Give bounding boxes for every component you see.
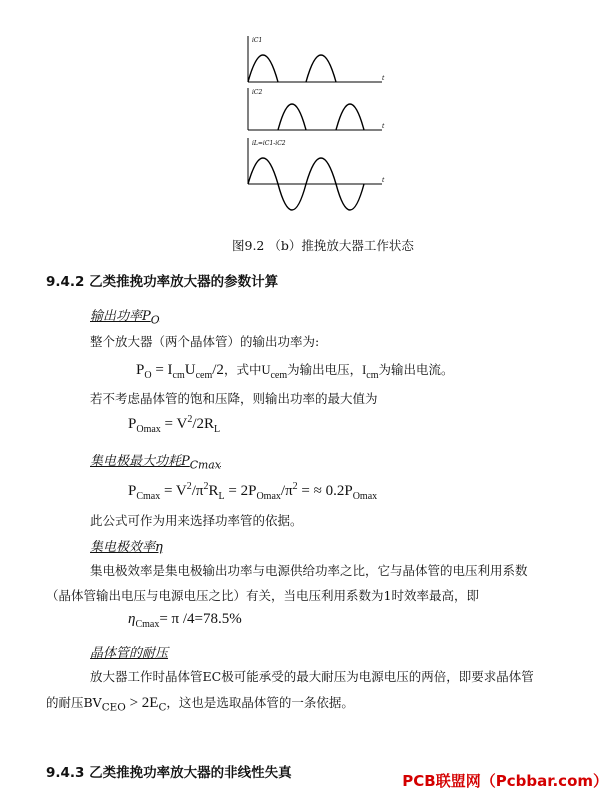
ic1-label: iC1 [252, 37, 263, 44]
ic1-wave [248, 55, 336, 82]
efficiency-para-1: 集电极效率是集电极输出功率与电源供给功率之比，它与晶体管的电压利用系数 [90, 563, 528, 578]
collector-loss-note: 此公式可作为用来选择功率管的依据。 [90, 513, 303, 528]
figure-caption: 图9.2 （b）推挽放大器工作状态 [232, 238, 414, 253]
breakdown-para-2: 的耐压$BV_{CEO} > 2E_C$，这也是选取晶体管的一条依据。 [46, 695, 354, 714]
output-power-title: 输出功率$P_O$ [90, 309, 160, 327]
collector-loss-formula: $P_{Cmax} = V^2/\pi^2R_L = 2P_{Omax}/\pi^2$ = ≈ $0.2P_{Omax}$ [128, 481, 378, 502]
efficiency-para-2: （晶体管输出电压与电源电压之比）有关，当电压利用系数为1时效率最高，即 [46, 588, 479, 603]
breakdown-title: 晶体管的耐压 [90, 646, 169, 661]
section-heading-9-4-3: 9.4.3 乙类推挽功率放大器的非线性失真 [46, 765, 292, 781]
ic2-label: iC2 [252, 89, 263, 96]
efficiency-title: 集电极效率η [90, 540, 163, 555]
collector-loss-title: 集电极最大功耗$P_{Cmax}$ [90, 454, 221, 472]
ic2-t-label: t [382, 123, 385, 130]
section-heading-9-4-2: 9.4.2 乙类推挽功率放大器的参数计算 [46, 274, 279, 290]
efficiency-formula: $\eta_{Cmax}= \pi$ /4=78.5% [128, 611, 242, 630]
output-power-formula: $P_O = I_{cm}U_{cem}/2$，式中$U_{cem}$为输出电压，$I_{cm}$为输出电流。 [136, 362, 454, 381]
breakdown-para-1: 放大器工作时晶体管EC极可能承受的最大耐压为电源电压的两倍，即要求晶体管 [90, 669, 534, 684]
ic2-wave [278, 104, 364, 130]
max-output-power-formula: $P_{Omax} = V^2/2R_L$ [128, 414, 221, 435]
push-pull-waveform-figure [232, 30, 392, 230]
il-label: iL=iC1-iC2 [252, 140, 286, 147]
site-watermark: PCB联盟网（Pcbbar.com） [402, 772, 608, 790]
il-t-label: t [382, 177, 385, 184]
ic1-t-label: t [382, 75, 385, 82]
output-power-intro: 整个放大器（两个晶体管）的输出功率为: [90, 334, 320, 349]
output-power-para: 若不考虑晶体管的饱和压降，则输出功率的最大值为 [90, 391, 378, 406]
